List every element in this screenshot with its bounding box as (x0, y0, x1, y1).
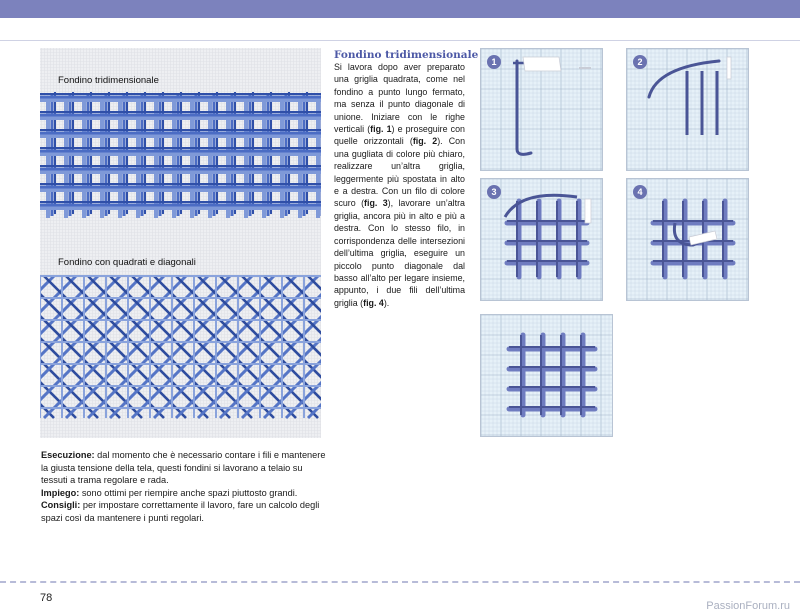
photo-label-bottom: Fondino con quadrati e diagonali (58, 257, 196, 268)
figure-badge: 1 (487, 55, 501, 69)
figure-badge: 3 (487, 185, 501, 199)
esecuzione-text: dal momento che è necessario contare i fili e mantenere la giusta tensione della tela, questi fondini si lavorano a telaio su tessuti a trama regolare e rada. (41, 450, 326, 486)
esecuzione-paragraph (41, 449, 326, 487)
header-divider (0, 40, 800, 41)
embroidery-photo (40, 48, 321, 438)
technique-notes (41, 449, 326, 525)
body-text: Si lavora dopo aver preparato una griglia quadrata, come nel fondino a punto lungo fermato, ma senza il punto diagonale di unione. Iniziare con le righe verticali ( (334, 62, 465, 135)
figure-3 (480, 178, 603, 301)
figure-4-diagram (627, 179, 749, 301)
figure-badge: 4 (633, 185, 647, 199)
consigli-paragraph (41, 499, 326, 524)
consigli-label: Consigli: (41, 500, 81, 511)
figure-3-diagram (481, 179, 603, 301)
figure-2-diagram (627, 49, 749, 171)
figure-badge: 2 (633, 55, 647, 69)
figure-2 (626, 48, 749, 171)
section-body (334, 61, 465, 309)
fig-ref-3: fig. 3 (364, 198, 388, 209)
figure-1 (480, 48, 603, 171)
body-text: ), lavorare un’altra griglia, ancora più in alto e più a destra. Con lo stesso filo, in corrispondenza delle intersezioni dell’ultima griglia, eseguire un piccolo punto diagonale dal basso all’alto per legare insieme, appunto, i due fili dell’ultima griglia ( (334, 198, 465, 308)
finished-pattern-diagram (481, 315, 613, 437)
figure-4 (626, 178, 749, 301)
page-number: 78 (40, 592, 53, 604)
photo-label-top: Fondino tridimensionale (58, 75, 159, 86)
impiego-label: Impiego: (41, 487, 80, 498)
fig-ref-2: fig. 2 (412, 136, 438, 147)
watermark: PassionForum.ru (706, 600, 790, 612)
body-text: ). (383, 297, 390, 308)
fig-ref-1: fig. 1 (370, 124, 392, 135)
fig-ref-4: fig. 4 (363, 297, 384, 308)
footer-divider (0, 581, 800, 583)
embroidery-photo-graphic (40, 48, 321, 438)
impiego-text: sono ottimi per riempire anche spazi piuttosto grandi. (79, 487, 298, 498)
finished-pattern (480, 314, 613, 437)
section-title: Fondino tridimensionale (334, 49, 479, 61)
impiego-paragraph (41, 487, 326, 500)
body-text: ) e proseguire con quelle orizzontali ( (334, 124, 465, 147)
top-color-band (0, 0, 800, 18)
figure-1-diagram (481, 49, 603, 171)
esecuzione-label: Esecuzione: (41, 450, 95, 460)
consigli-text: per impostare correttamente il lavoro, fare un calcolo degli spazi così da mantenere i punti regolari. (41, 500, 320, 523)
body-text: ). Con una gugliata di colore più chiaro, realizzare un’altra griglia, leggermente più spostata in alto e a destra. Con un filo di colore scuro ( (334, 136, 465, 209)
